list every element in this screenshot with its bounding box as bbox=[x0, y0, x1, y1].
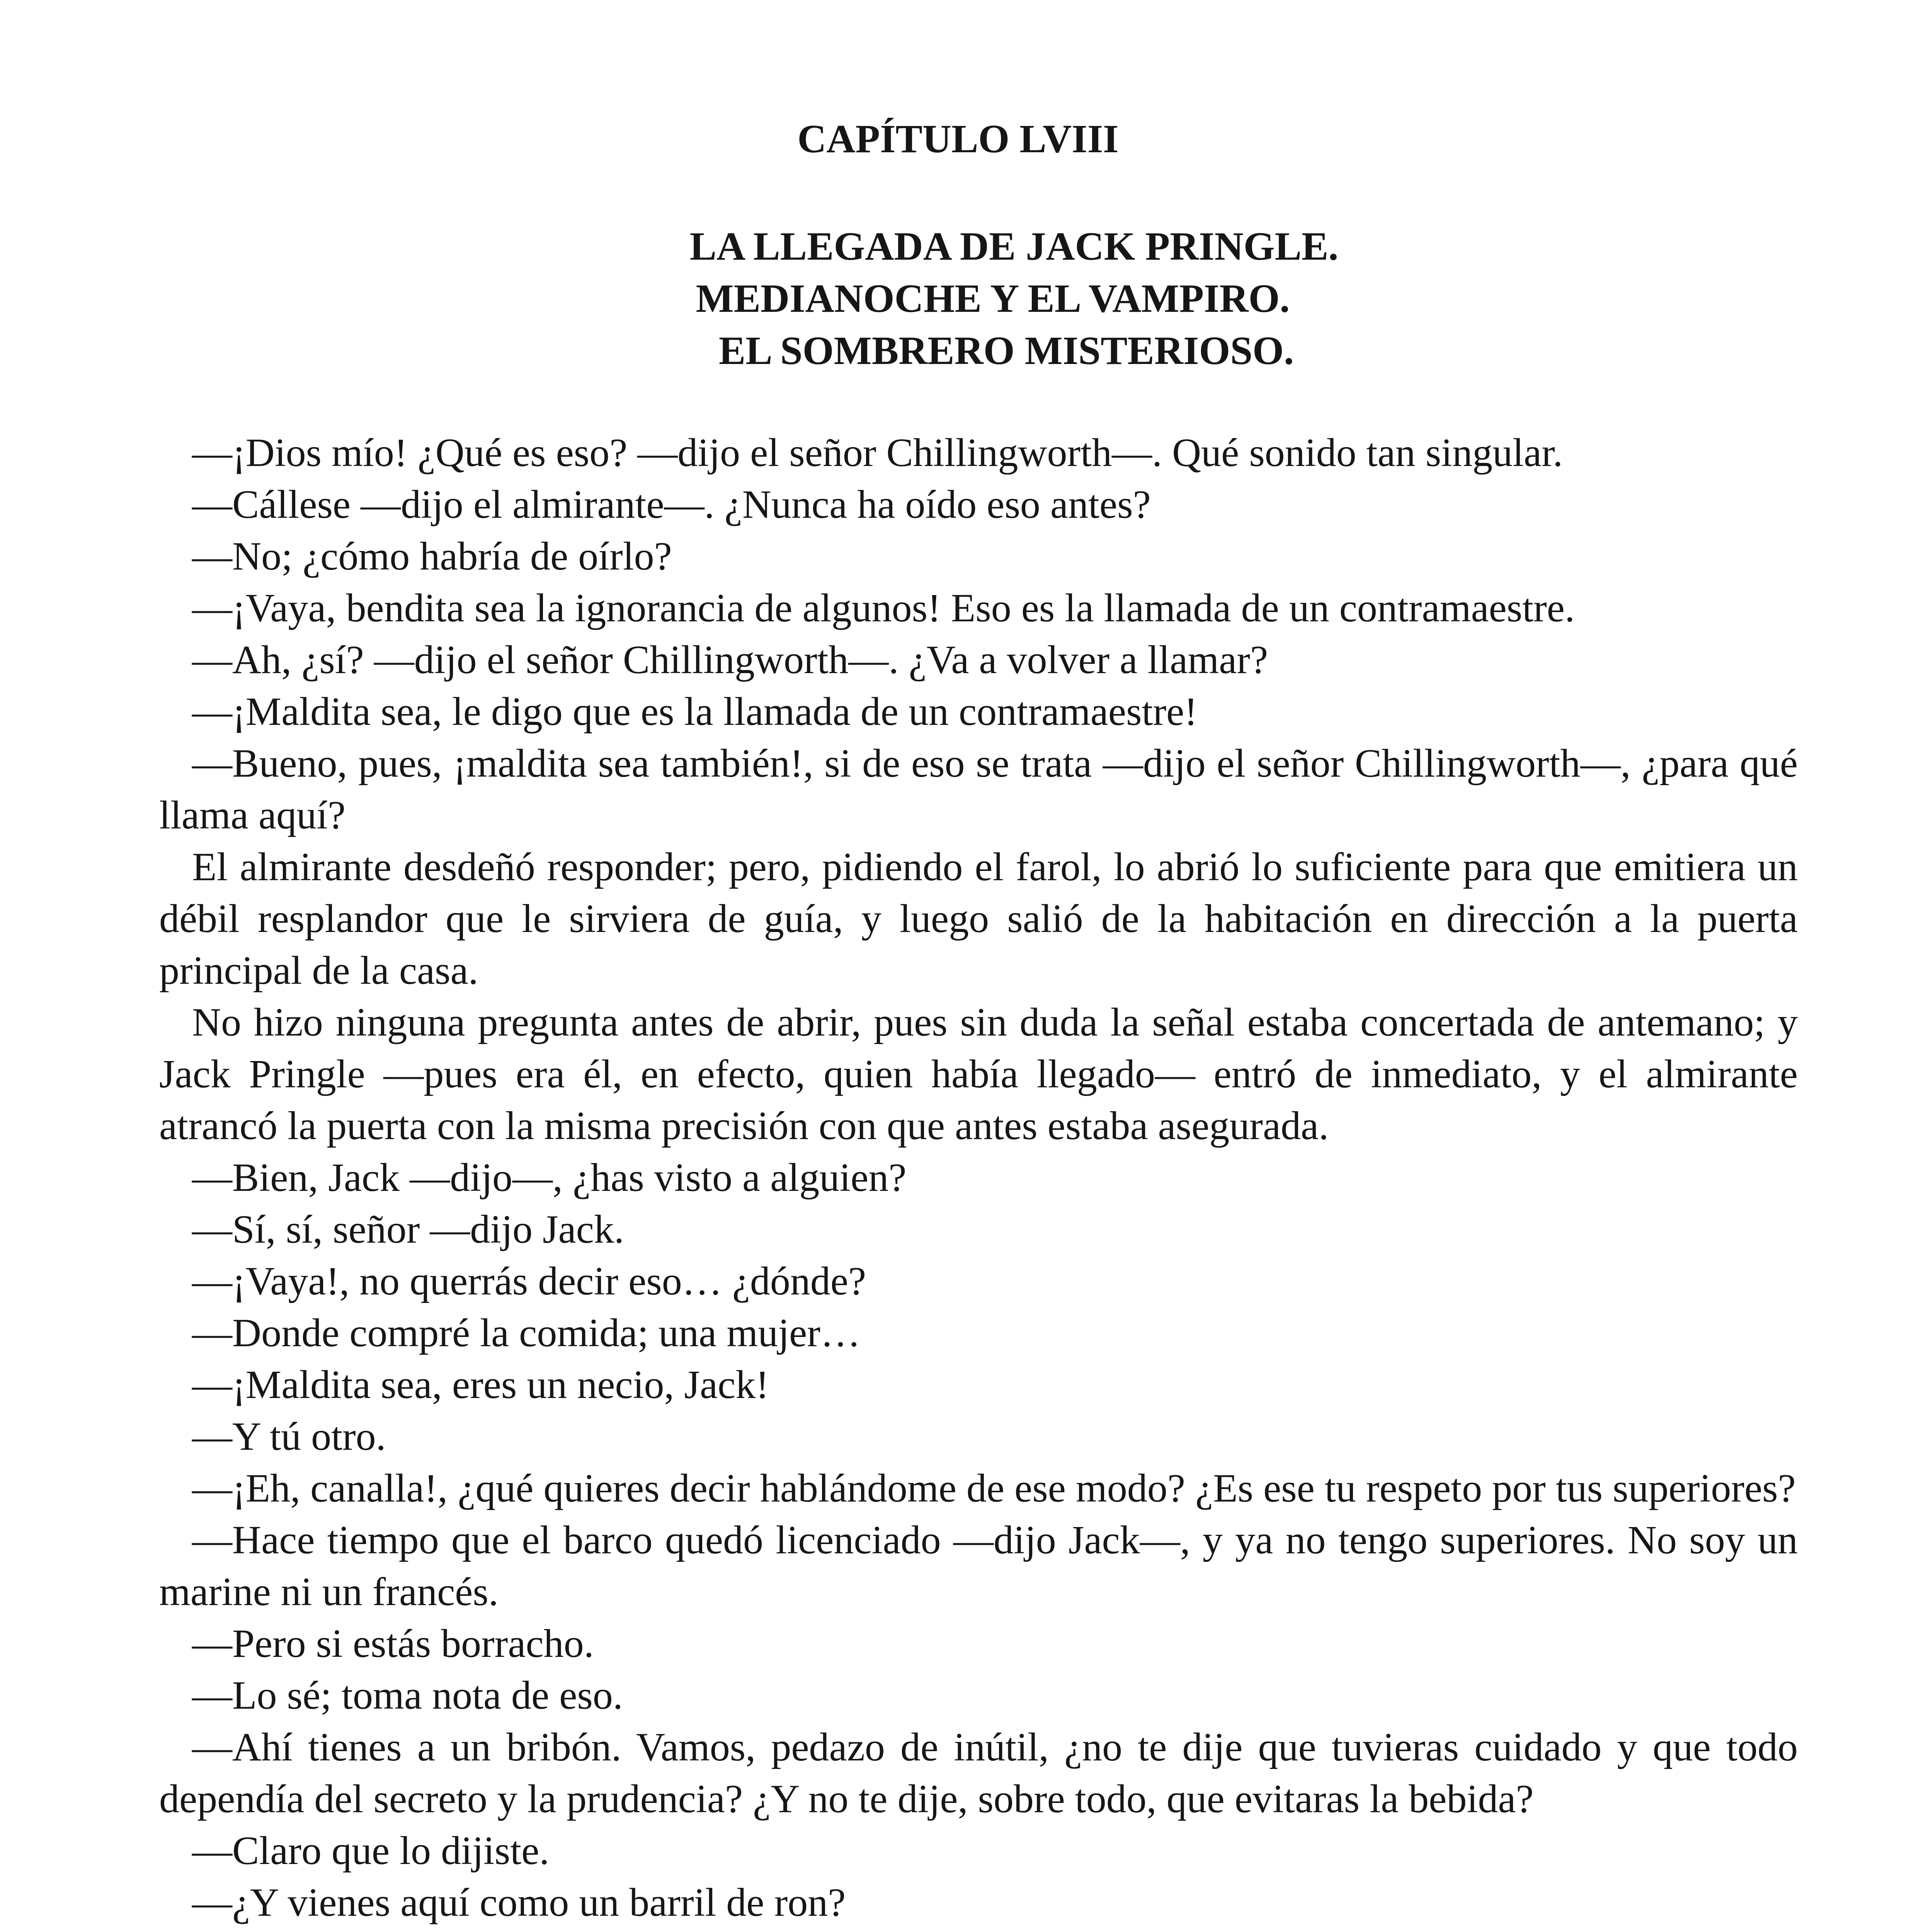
paragraph: —¿Y vienes aquí como un barril de ron? bbox=[192, 1880, 846, 1925]
paragraph: —Hace tiempo que el barco quedó licenciado —dijo Jack—, y ya no tengo superiores. No soy un marine ni un francés. bbox=[159, 1518, 1798, 1614]
chapter-subtitle bbox=[0, 220, 1916, 377]
paragraph: —Sí, sí, señor —dijo Jack. bbox=[192, 1207, 624, 1252]
paragraph: —Bien, Jack —dijo—, ¿has visto a alguien? bbox=[192, 1155, 907, 1200]
paragraph: —¡Vaya!, no querrás decir eso… ¿dónde? bbox=[192, 1259, 866, 1303]
subtitle-line: MEDIANOCHE Y EL VAMPIRO. bbox=[696, 276, 1290, 321]
paragraph: —¡Dios mío! ¿Qué es eso? —dijo el señor Chillingworth—. Qué sonido tan singular. bbox=[192, 430, 1563, 475]
paragraph bbox=[159, 1929, 1798, 1932]
paragraph: —Pero si estás borracho. bbox=[192, 1621, 594, 1666]
paragraph: —Lo sé; toma nota de eso. bbox=[192, 1673, 623, 1718]
subtitle-line: EL SOMBRERO MISTERIOSO. bbox=[718, 328, 1294, 373]
paragraph: —¡Maldita sea, le digo que es la llamada de un contramaestre! bbox=[192, 689, 1198, 734]
paragraph: El almirante desdeñó responder; pero, pidiendo el farol, lo abrió lo suficiente para que emitiera un débil resplandor que le sirviera de guía, y luego salió de la habitación en dirección a la puerta principal de la casa. bbox=[159, 845, 1798, 993]
paragraph: —Y tú otro. bbox=[192, 1414, 386, 1459]
paragraph: —Claro que lo dijiste. bbox=[192, 1828, 550, 1873]
body-text bbox=[159, 427, 1798, 1932]
paragraph: —¡Eh, canalla!, ¿qué quieres decir hablándome de ese modo? ¿Es ese tu respeto por tus superiores? bbox=[192, 1466, 1796, 1510]
paragraph: —¡Maldita sea, eres un necio, Jack! bbox=[192, 1362, 769, 1407]
paragraph: —¡Vaya, bendita sea la ignorancia de algunos! Eso es la llamada de un contramaestre. bbox=[192, 586, 1575, 630]
paragraph: No hizo ninguna pregunta antes de abrir, pues sin duda la señal estaba concertada de antemano; y Jack Pringle —pues era él, en efecto, quien había llegado— entró de inmediato, y el almirante atrancó la puerta con la misma precisión con que antes estaba asegurada. bbox=[159, 1000, 1798, 1148]
paragraph: —Ahí tienes a un bribón. Vamos, pedazo de inútil, ¿no te dije que tuvieras cuidado y que todo dependía del secreto y la prudencia? ¿Y no te dije, sobre todo, que evitaras la bebida? bbox=[159, 1725, 1798, 1821]
chapter-heading: CAPÍTULO LVIII bbox=[797, 117, 1119, 161]
subtitle-line: LA LLEGADA DE JACK PRINGLE. bbox=[689, 224, 1339, 269]
paragraph: —Donde compré la comida; una mujer… bbox=[192, 1311, 861, 1355]
paragraph: —Cállese —dijo el almirante—. ¿Nunca ha oído eso antes? bbox=[192, 482, 1151, 527]
paragraph: —Bueno, pues, ¡maldita sea también!, si de eso se trata —dijo el señor Chillingworth—, ¿para qué llama aquí? bbox=[159, 741, 1798, 837]
paragraph: —Ah, ¿sí? —dijo el señor Chillingworth—. ¿Va a volver a llamar? bbox=[192, 638, 1268, 682]
paragraph: —No; ¿cómo habría de oírlo? bbox=[192, 534, 672, 578]
